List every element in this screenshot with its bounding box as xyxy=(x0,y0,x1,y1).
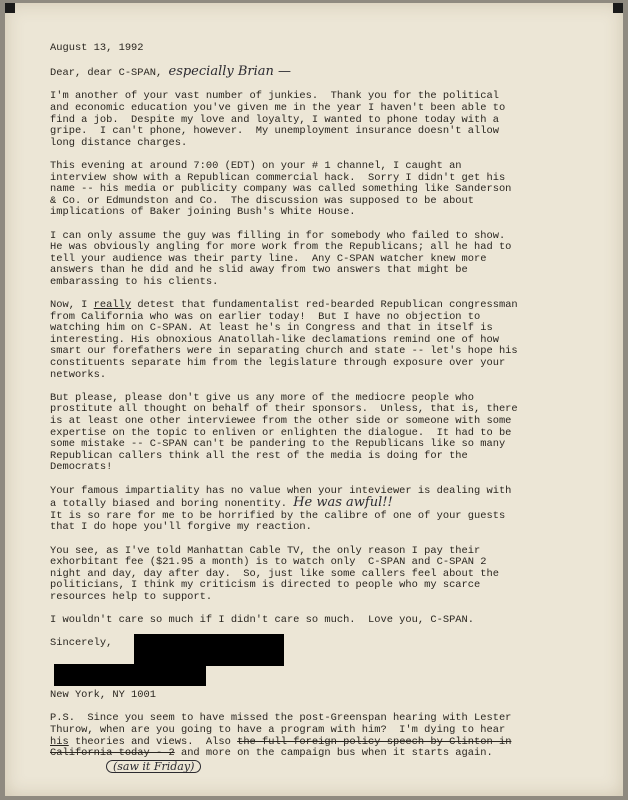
postscript-middle: theories and views. Also xyxy=(68,735,238,748)
paragraph-6 xyxy=(50,486,610,534)
paragraph-6-start: Your famous impartiality has no value when your inteviewer is dealing with a totally biased and boring nonentity. xyxy=(50,484,512,511)
signature-block xyxy=(50,638,610,690)
paragraph-4-start: Now, I xyxy=(50,299,94,312)
letter-date: August 13, 1992 xyxy=(50,42,144,54)
paragraph-3: I can only assume the guy was filling in for somebody who failed to show. He was obviously angling for more work from the Republicans; all he had to tell your audience was their party line. Any C-SPAN watcher knew more answers than he did and he slid away from two answers that might be embarassing to his clients. xyxy=(50,229,512,288)
paragraph-4 xyxy=(50,300,610,381)
paragraph-7: You see, as I've told Manhattan Cable TV, the only reason I pay their exhorbitant fee ($21.95 a month) is to watch only C-SPAN and C-SPAN 2 night and day, day after day. So, just like some callers feel about the politicians, I think my criticism is directed to people who my scarce resources help to support. xyxy=(50,544,499,603)
paragraph-4-rest: detest that fundamentalist red-bearded Republican congressman from California who was on earlier today! But I have no objection to watching him on C-SPAN. At least he's in Congress and that in itself is interesting. His obnoxious Anatollah-like declamations remind one of how smart our forefathers were in separating church and state -- let's hope his constituents separate him from the legislature through exposure over your networks. xyxy=(50,299,518,381)
letter-body xyxy=(50,43,610,774)
corner-mark xyxy=(5,3,15,13)
paragraph-8: I wouldn't care so much if I didn't care so much. Love you, C-SPAN. xyxy=(50,614,475,627)
postscript-end: and more on the campaign bus when it starts again. xyxy=(174,747,493,760)
redacted-signature xyxy=(134,634,284,666)
closing: Sincerely, xyxy=(50,637,113,650)
letter-page xyxy=(5,3,623,796)
postscript xyxy=(50,713,610,759)
postscript-start: P.S. Since you seem to have missed the post-Greenspan hearing with Lester Thurow, when are you going to have a program with him? I'm dying to hear xyxy=(50,712,512,737)
paragraph-2: This evening at around 7:00 (EDT) on your # 1 channel, I caught an interview show with a Republican commercial hack. Sorry I didn't get his name -- his media or publicity company was called something like Sanderson & Co. or Edmundston and Co. The discussion was supposed to be about implications of Baker joining Bush's White House. xyxy=(50,159,512,219)
handwritten-postscript-note: (saw it Friday) xyxy=(106,760,201,774)
paragraph-1: I'm another of your vast number of junkies. Thank you for the political and economic education you've given me in the year I haven't been able to find a job. Despite my love and loyalty, I wanted to phone today with a gripe. I can't phone, however. My unemployment insurance doesn't allow long distance charges. xyxy=(50,90,506,149)
handwritten-comment: He was awful!! xyxy=(293,495,393,511)
corner-mark xyxy=(613,3,623,13)
salutation-text: Dear, dear C-SPAN, xyxy=(50,67,163,80)
handwritten-salutation-note: especially Brian — xyxy=(168,64,292,80)
underlined-word: really xyxy=(93,299,132,312)
sender-address: New York, NY 1001 xyxy=(50,689,157,702)
underlined-word-his: his xyxy=(50,735,69,748)
redacted-name xyxy=(54,664,206,686)
paragraph-5: But please, please don't give us any more of the mediocre people who prostitute all thought on behalf of their sponsors. Unless, that is, there is at least one other interviewee from the other side or someone with some expertise on the topic to enliven or enlighten the dialogue. It had to be some mistake -- C-SPAN can't be pandering to the Republicans like so many Republican callers think all the rest of the media is doing for the Democrats! xyxy=(50,391,518,474)
struck-through-text: the full foreign policy speech by Clinton in California today - 2 xyxy=(50,735,512,760)
salutation xyxy=(50,66,610,80)
paragraph-6-rest: It is so rare for me to be horrified by the calibre of one of your guests that I do hope you'll forgive my reaction. xyxy=(50,509,506,534)
